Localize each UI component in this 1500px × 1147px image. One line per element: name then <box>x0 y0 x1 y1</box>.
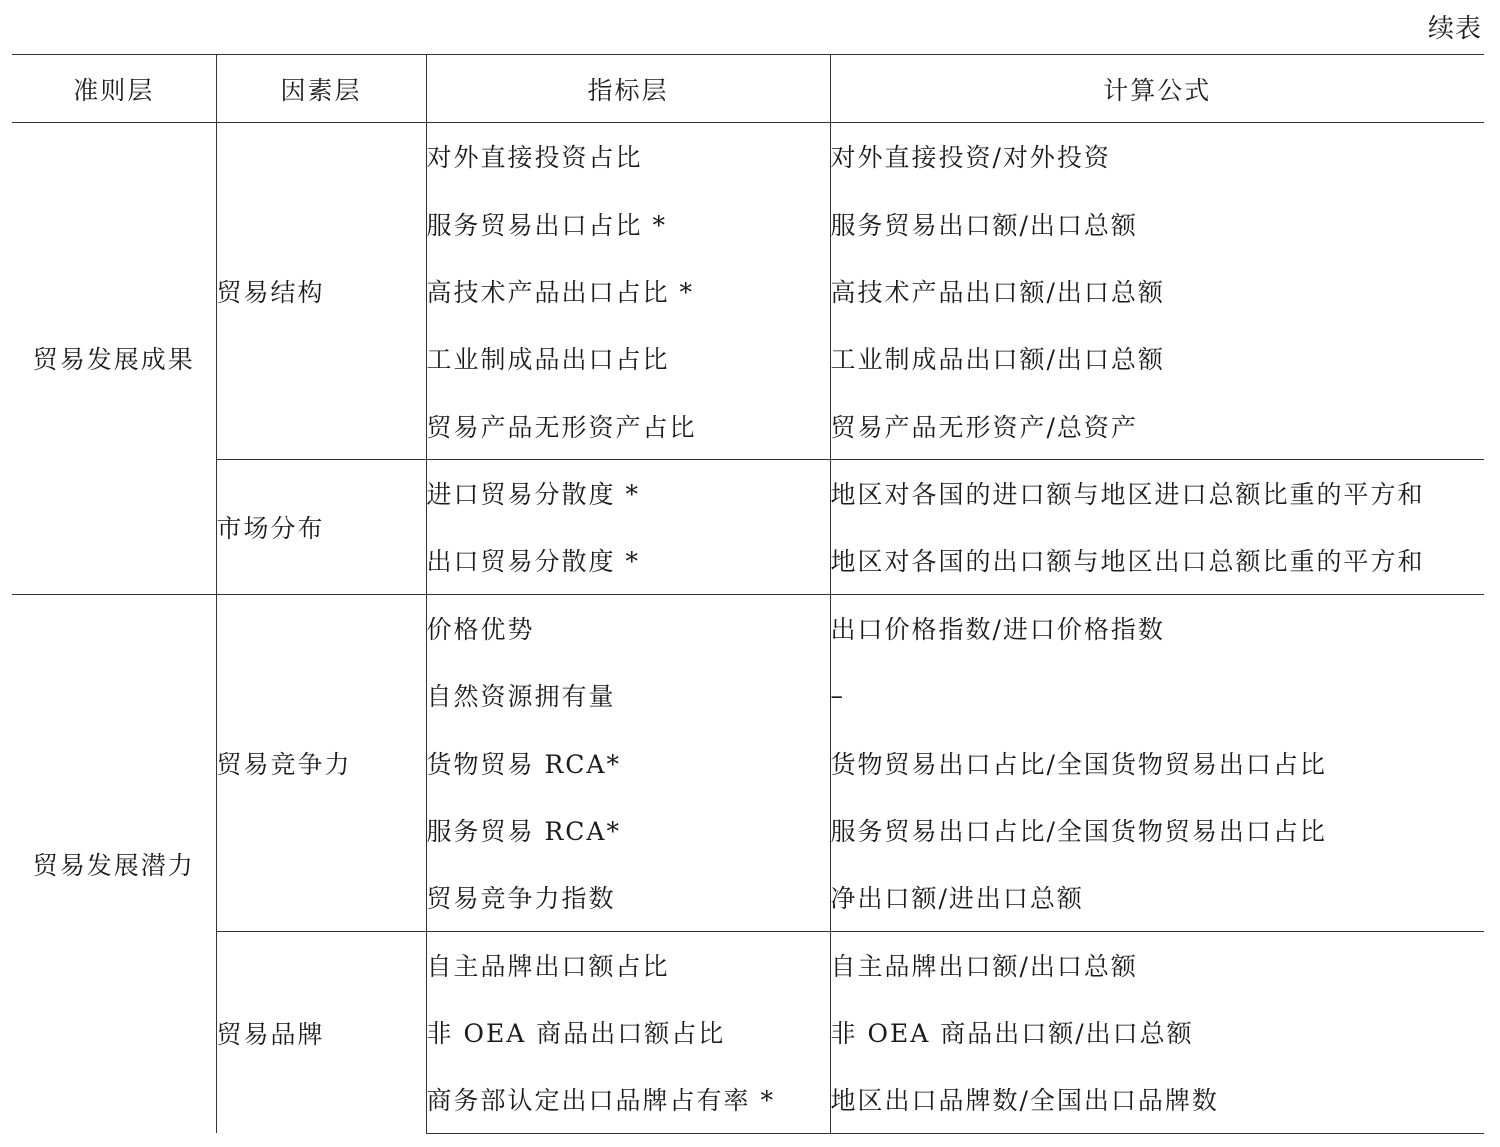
indicator-cell: 对外直接投资占比 <box>426 123 830 190</box>
indicator-cell: 工业制成品出口占比 <box>426 325 830 392</box>
formula-cell: 净出口额/进出口总额 <box>830 864 1484 931</box>
table-row <box>12 594 1484 661</box>
indicator-cell: 价格优势 <box>426 594 830 661</box>
indicator-table <box>12 54 1484 1134</box>
formula-cell: 地区对各国的出口额与地区出口总额比重的平方和 <box>830 527 1484 594</box>
indicator-cell: 商务部认定出口品牌占有率 * <box>426 1066 830 1133</box>
formula-cell: 地区对各国的进口额与地区进口总额比重的平方和 <box>830 459 1484 526</box>
criterion-cell: 贸易发展潜力 <box>12 594 216 1133</box>
header-indicator: 指标层 <box>426 55 830 123</box>
header-row <box>12 55 1484 123</box>
formula-cell: 贸易产品无形资产/总资产 <box>830 392 1484 459</box>
continued-label: 续表 <box>1427 14 1482 44</box>
table-row <box>12 123 1484 190</box>
formula-cell: 工业制成品出口额/出口总额 <box>830 325 1484 392</box>
formula-cell: – <box>830 662 1484 729</box>
indicator-cell: 高技术产品出口占比 * <box>426 257 830 324</box>
formula-cell: 出口价格指数/进口价格指数 <box>830 594 1484 661</box>
formula-cell: 非 OEA 商品出口额/出口总额 <box>830 999 1484 1066</box>
indicator-cell: 进口贸易分散度 * <box>426 459 830 526</box>
header-factor: 因素层 <box>216 55 426 123</box>
formula-cell: 货物贸易出口占比/全国货物贸易出口占比 <box>830 729 1484 796</box>
indicator-cell: 自然资源拥有量 <box>426 662 830 729</box>
table-row <box>12 931 1484 998</box>
formula-cell: 高技术产品出口额/出口总额 <box>830 257 1484 324</box>
indicator-cell: 服务贸易出口占比 * <box>426 190 830 257</box>
indicator-cell: 出口贸易分散度 * <box>426 527 830 594</box>
formula-cell: 地区出口品牌数/全国出口品牌数 <box>830 1066 1484 1133</box>
indicator-cell: 自主品牌出口额占比 <box>426 931 830 998</box>
indicator-cell: 贸易产品无形资产占比 <box>426 392 830 459</box>
indicator-cell: 货物贸易 RCA* <box>426 729 830 796</box>
header-formula: 计算公式 <box>830 55 1484 123</box>
header-criterion: 准则层 <box>73 75 155 105</box>
table-row <box>12 459 1484 526</box>
formula-cell: 自主品牌出口额/出口总额 <box>830 931 1484 998</box>
factor-cell: 贸易结构 <box>216 123 426 460</box>
indicator-cell: 非 OEA 商品出口额占比 <box>426 999 830 1066</box>
formula-cell: 对外直接投资/对外投资 <box>830 123 1484 190</box>
factor-cell: 贸易品牌 <box>216 931 426 1133</box>
formula-cell: 服务贸易出口占比/全国货物贸易出口占比 <box>830 796 1484 863</box>
factor-cell: 市场分布 <box>216 459 426 594</box>
indicator-cell: 贸易竞争力指数 <box>426 864 830 931</box>
indicator-cell: 服务贸易 RCA* <box>426 796 830 863</box>
formula-cell: 服务贸易出口额/出口总额 <box>830 190 1484 257</box>
criterion-cell: 贸易发展成果 <box>12 123 216 595</box>
factor-cell: 贸易竞争力 <box>216 594 426 931</box>
